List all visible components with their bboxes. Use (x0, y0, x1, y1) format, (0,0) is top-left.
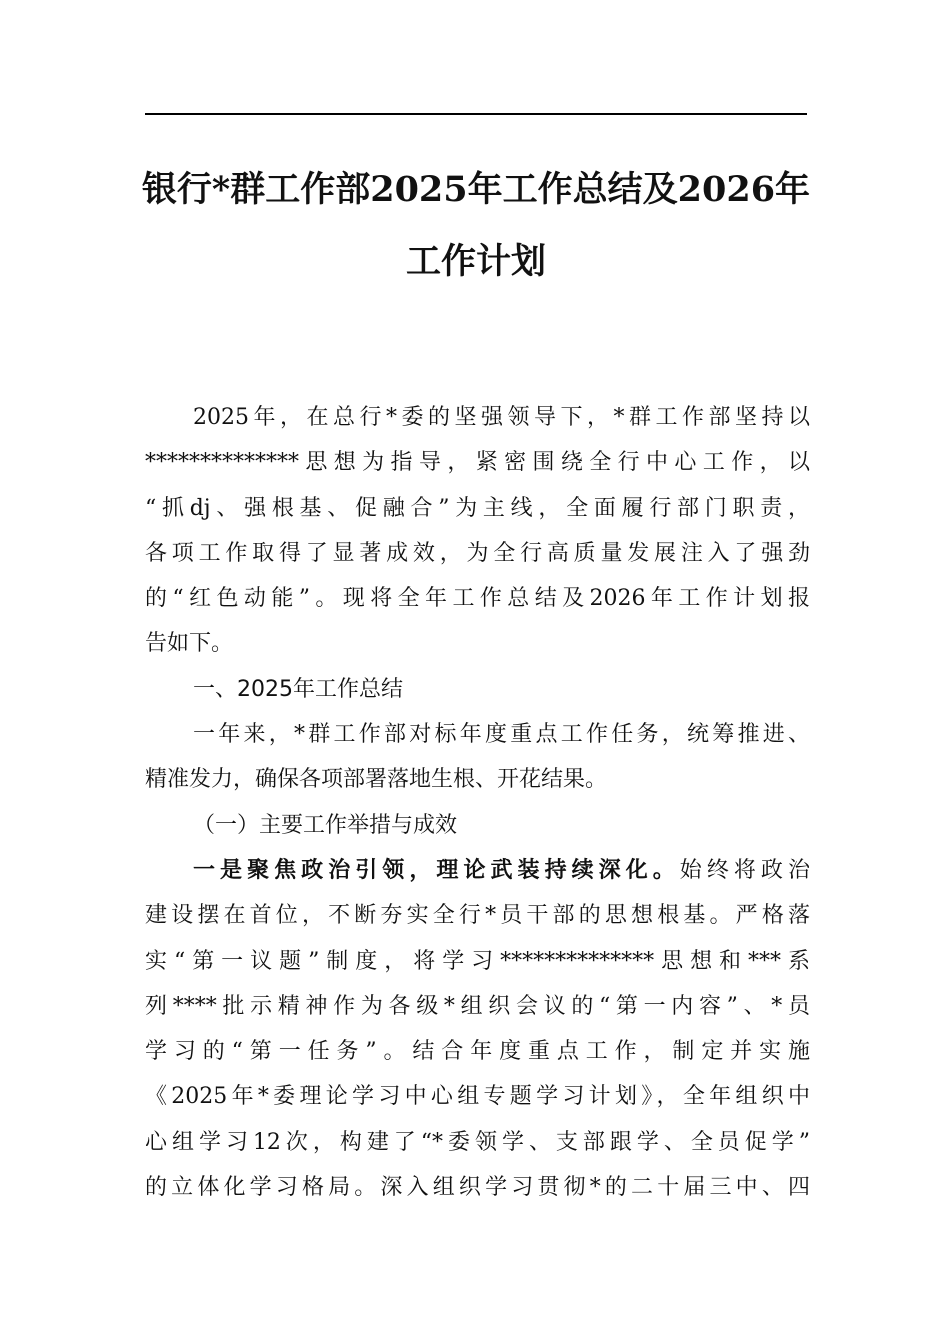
item-1-line: 《2025年*委理论学习中心组专题学习计划》，全年组织中 (145, 1084, 810, 1110)
item-1-line: 学习的“第一任务”。结合年度重点工作，制定并实施 (145, 1039, 810, 1065)
item-1-first-rest: 始终将政治 (679, 857, 810, 883)
item-1-line: 实“第一议题”制度，将学习**************思想和***系 (145, 948, 810, 974)
item-1-lead: 一是聚焦政治引领，理论武装持续深化。 (193, 857, 680, 883)
item-1-line: 的立体化学习格局。深入组织学习贯彻*的二十届三中、四 (145, 1175, 810, 1201)
header-rule (145, 113, 807, 115)
intro-line: 的“红色动能”。现将全年工作总结及2026年工作计划报 (145, 586, 810, 612)
document-title-line-2: 工作计划 (405, 241, 546, 282)
intro-line: 告如下。 (145, 631, 234, 657)
section-1-heading: 一、2025年工作总结 (193, 676, 403, 702)
intro-line: “抓dj、强根基、促融合”为主线，全面履行部门职责， (145, 495, 810, 521)
document-body (145, 395, 810, 1210)
subsection-1-heading: （一）主要工作举措与成效 (193, 812, 458, 838)
intro-line: 2025年，在总行*委的坚强领导下，*群工作部坚持以 (193, 405, 810, 430)
item-1-line: 心组学习12次，构建了“*委领学、支部跟学、全员促学” (145, 1129, 810, 1155)
document-title-line-1: 银行*群工作部2025年工作总结及2026年 (141, 169, 811, 210)
section-1-paragraph-line: 精准发力，确保各项部署落地生根、开花结果。 (145, 767, 608, 793)
intro-line: 各项工作取得了显著成效，为全行高质量发展注入了强劲 (145, 540, 810, 566)
intro-line: **************思想为指导，紧密围绕全行中心工作，以 (145, 450, 810, 476)
item-1-first-line (145, 848, 810, 893)
item-1-line: 建设摆在首位，不断夯实全行*员干部的思想根基。严格落 (145, 903, 810, 929)
item-1-line: 列****批示精神作为各级*组织会议的“第一内容”、*员 (145, 993, 810, 1019)
section-1-paragraph-line: 一年来，*群工作部对标年度重点工作任务，统筹推进、 (193, 722, 810, 748)
